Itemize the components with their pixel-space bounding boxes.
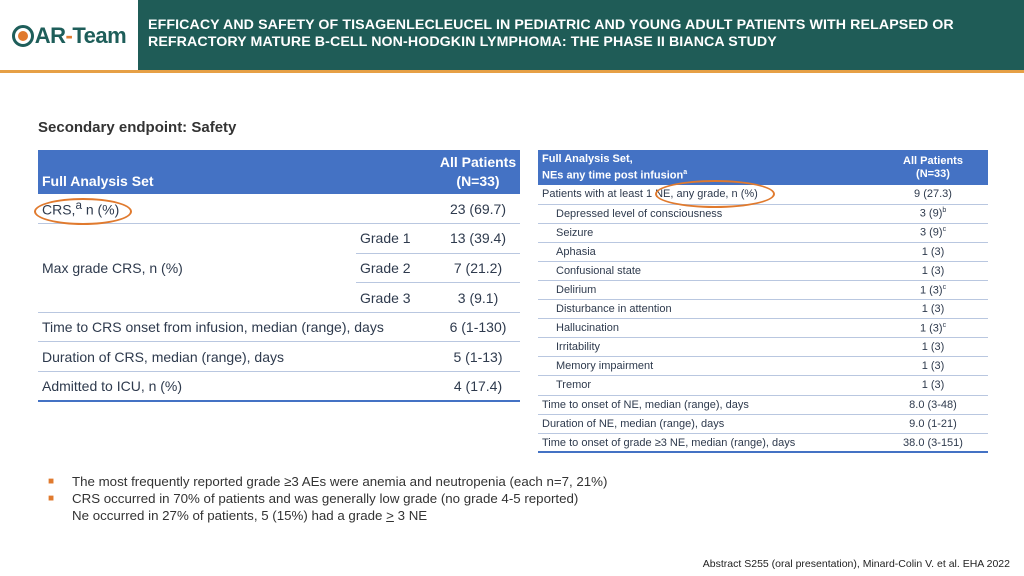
row-label: Time to onset of NE, median (range), days <box>538 395 878 414</box>
crs-sup: a <box>75 199 82 213</box>
row-value-text: 3 (9) <box>919 227 943 240</box>
crs-value: 23 (69.7) <box>436 194 520 224</box>
key-findings <box>48 473 607 524</box>
table-row <box>538 414 988 433</box>
table-row <box>538 242 988 261</box>
row-label: Hallucination <box>538 319 878 338</box>
table-row <box>38 342 520 372</box>
bullet-item <box>48 473 607 490</box>
row-value-text: 9 (27.3) <box>914 188 952 201</box>
table-row <box>538 261 988 280</box>
row-label: Duration of NE, median (range), days <box>538 414 878 433</box>
row-value <box>878 433 988 452</box>
grade-label: Grade 2 <box>356 253 436 283</box>
row-value-text: 38.0 (3-151) <box>903 436 963 449</box>
row-value <box>878 414 988 433</box>
table-row <box>538 319 988 338</box>
row-value-text: 1 (3) <box>921 360 945 373</box>
row-value-text: 1 (3) <box>921 379 945 392</box>
row-value-text: 3 (9) <box>919 207 943 220</box>
row-value-text: 9.0 (1-21) <box>909 417 957 430</box>
row-label: Disturbance in attention <box>538 300 878 319</box>
row-label: Confusional state <box>538 261 878 280</box>
row-footnote: b <box>942 207 947 215</box>
row-label: Irritability <box>538 338 878 357</box>
row-label: Time to CRS onset from infusion, median (range), days <box>38 312 436 342</box>
bullet-text-ge: > <box>386 508 394 523</box>
grade-label: Grade 1 <box>356 224 436 254</box>
header-label: Full Analysis Set <box>38 150 436 194</box>
row-label: Seizure <box>538 223 878 242</box>
crs-label-text: CRS, <box>42 201 76 218</box>
row-label: Admitted to ICU, n (%) <box>38 372 436 402</box>
row-value: 5 (1-13) <box>436 342 520 372</box>
header-col-line2: (N=33) <box>916 167 950 180</box>
row-value <box>878 376 988 395</box>
header-all-patients <box>878 150 988 185</box>
citation-footer: Abstract S255 (oral presentation), Minard-Colin V. et al. EHA 2022 <box>702 558 1010 570</box>
bullet-square-icon: ■ <box>48 493 55 504</box>
logo-text-team: Team <box>72 23 127 48</box>
max-grade-label: Max grade CRS, n (%) <box>38 224 356 313</box>
row-value <box>878 280 988 299</box>
table-row <box>538 204 988 223</box>
row-label: Patients with at least 1 NE, any grade, n (%) <box>538 185 878 204</box>
table-row <box>538 300 988 319</box>
table-row <box>38 224 520 254</box>
bullet-square-icon: ■ <box>48 476 55 487</box>
row-value <box>878 242 988 261</box>
section-title: Secondary endpoint: Safety <box>38 119 237 136</box>
table-row <box>538 280 988 299</box>
row-value <box>878 300 988 319</box>
crs-suffix: n (%) <box>81 201 120 218</box>
table-header-row <box>38 150 520 194</box>
title-line-1: EFFICACY AND SAFETY OF TISAGENLECLEUCEL IN PEDIATRIC AND YOUNG ADULT PATIENTS WITH RELAPSED OR <box>148 17 954 33</box>
bullet-text-pre: Ne occurred in 27% of patients, 5 (15%) had a grade <box>72 508 387 523</box>
row-value <box>878 223 988 242</box>
row-label: Tremor <box>538 376 878 395</box>
ne-table-body <box>538 185 988 452</box>
row-footnote: c <box>942 321 947 329</box>
row-label: Duration of CRS, median (range), days <box>38 342 436 372</box>
ne-highlight-oval <box>655 180 775 208</box>
header-sup: a <box>683 168 688 176</box>
row-value <box>878 338 988 357</box>
row-value-text: 1 (3) <box>921 341 945 354</box>
row-value <box>878 185 988 204</box>
row-value-text: 1 (3) <box>921 245 945 258</box>
table-row <box>538 433 988 452</box>
row-footnote: c <box>942 226 947 234</box>
logo-ring-icon <box>12 25 34 47</box>
row-label: Aphasia <box>538 242 878 261</box>
row-value <box>878 357 988 376</box>
row-label: Depressed level of consciousness <box>538 204 878 223</box>
crs-safety-table <box>38 150 520 402</box>
header-col-line2: (N=33) <box>456 173 500 189</box>
header-line2-text: NEs any time post infusion <box>542 169 684 182</box>
logo-text-ar: AR <box>34 23 66 48</box>
bullet-text: The most frequently reported grade ≥3 AEs were anemia and neutropenia (each n=7, 21%) <box>72 474 608 489</box>
table-row <box>538 338 988 357</box>
table-row <box>538 223 988 242</box>
row-value <box>878 395 988 414</box>
table-row <box>38 312 520 342</box>
row-value-text: 1 (3) <box>921 303 945 316</box>
row-value <box>878 261 988 280</box>
bullet-text-post: 3 NE <box>393 508 428 523</box>
row-footnote: c <box>942 283 947 291</box>
header-col-line1: All Patients <box>439 154 517 170</box>
row-value: 6 (1-130) <box>436 312 520 342</box>
grade-label: Grade 3 <box>356 283 436 313</box>
car-team-logo <box>12 23 126 49</box>
table-row <box>538 357 988 376</box>
grade-value: 7 (21.2) <box>436 253 520 283</box>
logo-dash: - <box>65 23 73 48</box>
bullet-item <box>48 490 607 507</box>
grade-value: 13 (39.4) <box>436 224 520 254</box>
row-value <box>878 204 988 223</box>
row-value-text: 1 (3) <box>921 264 945 277</box>
row-value-text: 1 (3) <box>919 322 943 335</box>
row-label: Memory impairment <box>538 357 878 376</box>
table-row <box>38 372 520 402</box>
grade-value: 3 (9.1) <box>436 283 520 313</box>
crs-highlight-oval <box>34 198 132 225</box>
row-label: Delirium <box>538 280 878 299</box>
row-value <box>878 319 988 338</box>
header-line1: Full Analysis Set, <box>542 152 633 165</box>
row-label: Time to onset of grade ≥3 NE, median (range), days <box>538 433 878 452</box>
header-bar <box>0 0 1024 72</box>
row-value-text: 8.0 (3-48) <box>909 398 957 411</box>
bullet-text: CRS occurred in 70% of patients and was generally low grade (no grade 4-5 reported) <box>72 491 579 506</box>
logo-area <box>0 0 138 72</box>
table-row <box>538 376 988 395</box>
bullet-continuation <box>48 507 607 524</box>
table-row <box>538 395 988 414</box>
row-value: 4 (17.4) <box>436 372 520 402</box>
title-line-2: REFRACTORY MATURE B-CELL NON-HODGKIN LYMPHOMA: THE PHASE II BIANCA STUDY <box>148 34 777 50</box>
header-divider <box>0 70 1024 73</box>
title-area <box>138 0 1024 72</box>
table-header-row <box>538 150 988 185</box>
row-value-text: 1 (3) <box>919 284 943 297</box>
header-all-patients <box>436 150 520 194</box>
header-col-line1: All Patients <box>903 154 963 167</box>
